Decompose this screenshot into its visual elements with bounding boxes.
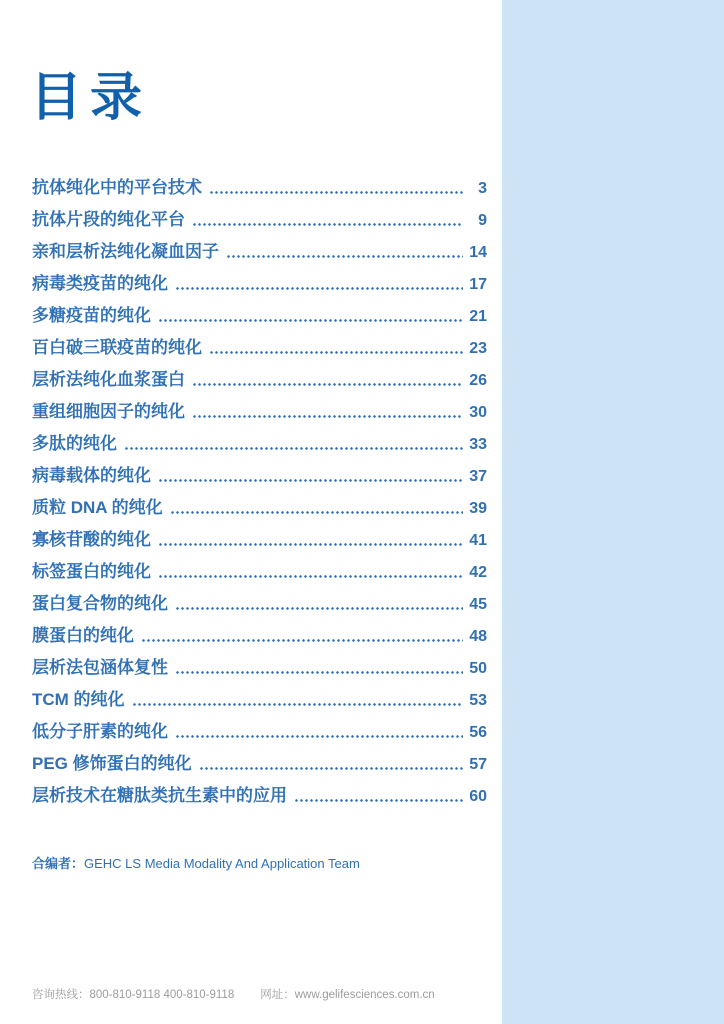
toc-entry-label: 多肽的纯化 bbox=[32, 434, 117, 454]
toc-entry-page-number: 14 bbox=[469, 243, 487, 261]
toc-dotted-leader bbox=[175, 287, 463, 290]
toc-dotted-leader bbox=[158, 575, 463, 578]
toc-entry[interactable] bbox=[32, 390, 487, 422]
toc-entry-page-number: 56 bbox=[469, 723, 487, 741]
toc-entry-page-number: 3 bbox=[478, 179, 487, 197]
toc-entry[interactable] bbox=[32, 294, 487, 326]
compiled-by-value: GEHC LS Media Modality And Application Team bbox=[84, 856, 360, 871]
toc-dotted-leader bbox=[192, 415, 463, 418]
toc-entry-label: 层析法纯化血浆蛋白 bbox=[32, 370, 185, 390]
toc-entry[interactable] bbox=[32, 358, 487, 390]
toc-entry-page-number: 53 bbox=[469, 691, 487, 709]
toc-entry-label: 标签蛋白的纯化 bbox=[32, 562, 151, 582]
toc-entry-label: 寡核苷酸的纯化 bbox=[32, 530, 151, 550]
toc-entry-label: 层析技术在糖肽类抗生素中的应用 bbox=[32, 786, 287, 806]
toc-entry[interactable] bbox=[32, 774, 487, 806]
toc-dotted-leader bbox=[158, 319, 463, 322]
toc-entry[interactable] bbox=[32, 454, 487, 486]
toc-dotted-leader bbox=[175, 607, 463, 610]
page-footer bbox=[32, 986, 435, 1002]
toc-entry-page-number: 57 bbox=[469, 755, 487, 773]
toc-entry-page-number: 33 bbox=[469, 435, 487, 453]
toc-entry-page-number: 30 bbox=[469, 403, 487, 421]
toc-entry[interactable] bbox=[32, 230, 487, 262]
toc-entry[interactable] bbox=[32, 550, 487, 582]
toc-dotted-leader bbox=[175, 735, 463, 738]
toc-entry[interactable] bbox=[32, 166, 487, 198]
toc-entry-label: 病毒类疫苗的纯化 bbox=[32, 274, 168, 294]
toc-dotted-leader bbox=[141, 639, 463, 642]
toc-entry-page-number: 45 bbox=[469, 595, 487, 613]
page-title: 目录 bbox=[30, 69, 151, 127]
toc-dotted-leader bbox=[175, 671, 463, 674]
toc-entry[interactable] bbox=[32, 422, 487, 454]
toc-entry-page-number: 41 bbox=[469, 531, 487, 549]
toc-entry-label: 层析法包涵体复性 bbox=[32, 658, 168, 678]
toc-entry-label: 膜蛋白的纯化 bbox=[32, 626, 134, 646]
toc-entry-label: 蛋白复合物的纯化 bbox=[32, 594, 168, 614]
toc-entry-label: 亲和层析法纯化凝血因子 bbox=[32, 242, 219, 262]
toc-entry-page-number: 48 bbox=[469, 627, 487, 645]
toc-dotted-leader bbox=[209, 351, 463, 354]
toc-entry-page-number: 42 bbox=[469, 563, 487, 581]
toc-dotted-leader bbox=[124, 447, 463, 450]
toc-entry[interactable] bbox=[32, 742, 487, 774]
toc-entry[interactable] bbox=[32, 326, 487, 358]
toc-dotted-leader bbox=[294, 799, 463, 802]
toc-entry[interactable] bbox=[32, 518, 487, 550]
toc-entry-page-number: 39 bbox=[469, 499, 487, 517]
toc-entry-label: 抗体纯化中的平台技术 bbox=[32, 178, 202, 198]
toc-entry[interactable] bbox=[32, 262, 487, 294]
toc-entry-label: TCM 的纯化 bbox=[32, 690, 125, 710]
toc-entry-page-number: 37 bbox=[469, 467, 487, 485]
toc-dotted-leader bbox=[158, 543, 463, 546]
toc-entry[interactable] bbox=[32, 582, 487, 614]
compiled-by-label: 合编者： bbox=[32, 856, 85, 871]
toc-dotted-leader bbox=[158, 479, 463, 482]
website-label: 网址： bbox=[260, 989, 295, 1001]
toc-entry-label: 质粒 DNA 的纯化 bbox=[32, 498, 163, 518]
toc-entry-label: 多糖疫苗的纯化 bbox=[32, 306, 151, 326]
toc-dotted-leader bbox=[192, 383, 463, 386]
toc-entry[interactable] bbox=[32, 646, 487, 678]
toc-list bbox=[32, 166, 487, 806]
toc-entry[interactable] bbox=[32, 614, 487, 646]
hotline-numbers: 800-810-9118 400-810-9118 bbox=[89, 989, 235, 1001]
toc-dotted-leader bbox=[199, 767, 463, 770]
toc-entry[interactable] bbox=[32, 486, 487, 518]
website-url: www.gelifesciences.com.cn bbox=[294, 989, 435, 1001]
toc-entry-page-number: 17 bbox=[469, 275, 487, 293]
toc-entry[interactable] bbox=[32, 198, 487, 230]
toc-entry-label: 低分子肝素的纯化 bbox=[32, 722, 168, 742]
toc-entry-label: 抗体片段的纯化平台 bbox=[32, 210, 185, 230]
toc-entry[interactable] bbox=[32, 710, 487, 742]
toc-entry-page-number: 26 bbox=[469, 371, 487, 389]
toc-entry-page-number: 21 bbox=[469, 307, 487, 325]
toc-entry-label: PEG 修饰蛋白的纯化 bbox=[32, 754, 192, 774]
compiled-by-line bbox=[32, 853, 360, 872]
right-sidebar-panel bbox=[502, 0, 724, 1024]
toc-dotted-leader bbox=[226, 255, 463, 258]
toc-dotted-leader bbox=[170, 511, 463, 514]
hotline-label: 咨询热线： bbox=[32, 989, 90, 1001]
toc-entry-page-number: 50 bbox=[469, 659, 487, 677]
toc-entry-label: 病毒载体的纯化 bbox=[32, 466, 151, 486]
toc-entry-page-number: 23 bbox=[469, 339, 487, 357]
toc-entry-page-number: 9 bbox=[478, 211, 487, 229]
toc-entry-page-number: 60 bbox=[469, 787, 487, 805]
toc-entry-label: 重组细胞因子的纯化 bbox=[32, 402, 185, 422]
toc-entry[interactable] bbox=[32, 678, 487, 710]
toc-dotted-leader bbox=[192, 223, 463, 226]
toc-dotted-leader bbox=[132, 703, 463, 706]
toc-dotted-leader bbox=[209, 191, 463, 194]
toc-entry-label: 百白破三联疫苗的纯化 bbox=[32, 338, 202, 358]
